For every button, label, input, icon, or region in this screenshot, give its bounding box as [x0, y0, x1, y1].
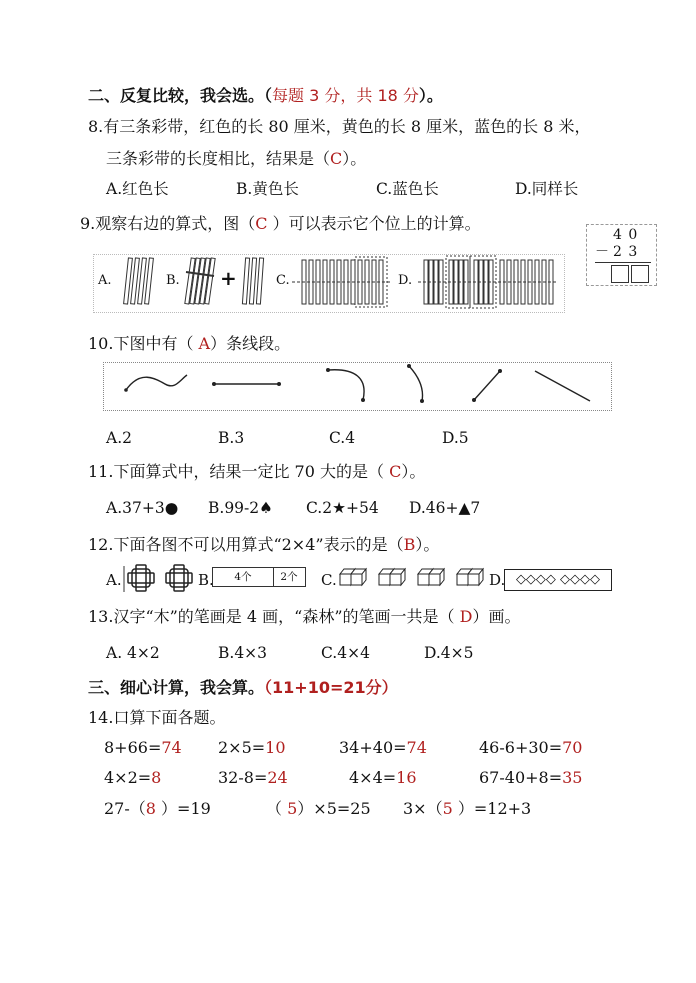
q14-row3-item1: 27-（8 ）=19	[104, 799, 211, 818]
section3-score: （11+10=21分）	[264, 678, 398, 697]
q10-option-b: B.3	[218, 429, 245, 447]
q14-row2-item1: 4×2=8	[104, 768, 162, 787]
section3-header	[88, 678, 398, 697]
q11-answer: C	[389, 462, 402, 481]
cube-pair-3	[418, 569, 444, 585]
q9-plus-sign: +	[220, 266, 237, 290]
q14-row2-item2: 32-8=24	[218, 768, 288, 787]
q12-d-diamonds: ◇◇◇◇ ◇◇◇◇	[504, 569, 612, 591]
q10-option-d: D.5	[442, 429, 469, 447]
q10-option-a: A.2	[106, 429, 132, 447]
q12-label-d: D.	[489, 571, 506, 589]
q14-row1-item4: 46-6+30=70	[479, 738, 583, 757]
q12-label-a: A.	[106, 571, 122, 589]
q12-b-cell-1: 4个	[213, 568, 274, 586]
section2-title: 二、反复比较，我会选。	[88, 86, 265, 105]
q9-label-c: C.	[276, 273, 290, 288]
cube-pair-4	[457, 569, 483, 585]
q14-row2-item3: 4×4=16	[349, 768, 417, 787]
q14-title: 14.口算下面各题。	[88, 708, 226, 727]
calc-bottom: 2 3	[613, 244, 639, 260]
q9-label-b: B.	[166, 273, 180, 288]
q10-answer: A	[198, 334, 211, 353]
cube-pair-1	[340, 569, 366, 585]
q8-line1: 8.有三条彩带，红色的长 80 厘米，黄色的长 8 厘米，蓝色的长 8 米，	[88, 117, 591, 136]
q8-option-a: A.红色长	[106, 180, 169, 198]
q11-question: 11.下面算式中，结果一定比 70 大的是（ C）。	[88, 462, 426, 481]
q12-b-cell-2: 2个	[280, 571, 298, 583]
q11-option-d: D.46+▲7	[409, 499, 481, 517]
q9-answer: C	[255, 214, 268, 233]
q9-question: 9.观察右边的算式，图（C ）可以表示它个位上的计算。	[80, 214, 481, 233]
section2-score: 每题 3 分，共 18 分	[272, 86, 419, 105]
calc-op: －	[595, 244, 609, 260]
q14-row1-item2: 2×5=10	[218, 738, 286, 757]
q8-option-d: D.同样长	[515, 180, 579, 198]
q8-line2: 三条彩带的长度相比，结果是（C）。	[106, 149, 367, 168]
q13-option-c: C.4×4	[321, 644, 370, 662]
q12-answer: B	[403, 535, 416, 554]
q13-option-d: D.4×5	[424, 644, 474, 662]
q12-label-b: B.	[198, 571, 214, 589]
q8-option-c: C.蓝色长	[376, 180, 439, 198]
q13-option-a: A. 4×2	[106, 644, 160, 662]
q9-label-a: A.	[98, 273, 112, 288]
q13-question: 13.汉字“木”的笔画是 4 画，“森林”的笔画一共是（ D）画。	[88, 607, 521, 626]
q10-question: 10.下图中有（ A）条线段。	[88, 334, 291, 353]
q14-row1-item3: 34+40=74	[339, 738, 427, 757]
section2-header: 二、反复比较，我会选。（每题 3 分，共 18 分）。	[88, 86, 443, 105]
q11-option-b: B.99-2♠	[208, 499, 274, 517]
q8-answer: C	[330, 149, 343, 168]
q14-row3-item2: （ 5）×5=25	[266, 799, 371, 818]
q8-option-b: B.黄色长	[236, 180, 299, 198]
q14-row2-item4: 67-40+8=35	[479, 768, 583, 787]
q13-option-b: B.4×3	[218, 644, 268, 662]
q11-option-c: C.2★+54	[306, 499, 379, 517]
q13-answer: D	[459, 607, 473, 626]
q14-row3-item3: 3×（5 ）=12+3	[403, 799, 532, 818]
cube-pair-2	[379, 569, 405, 585]
q14-row1-item1: 8+66=74	[104, 738, 182, 757]
q11-option-a: A.37+3●	[106, 499, 179, 517]
calc-top: 4 0	[613, 227, 639, 243]
q12-question: 12.下面各图不可以用算式“2×4”表示的是（B）。	[88, 535, 440, 554]
q9-label-d: D.	[398, 273, 413, 288]
q10-option-c: C.4	[329, 429, 356, 447]
section3-title: 三、细心计算，我会算。	[88, 678, 265, 697]
q12-label-c: C.	[321, 571, 337, 589]
